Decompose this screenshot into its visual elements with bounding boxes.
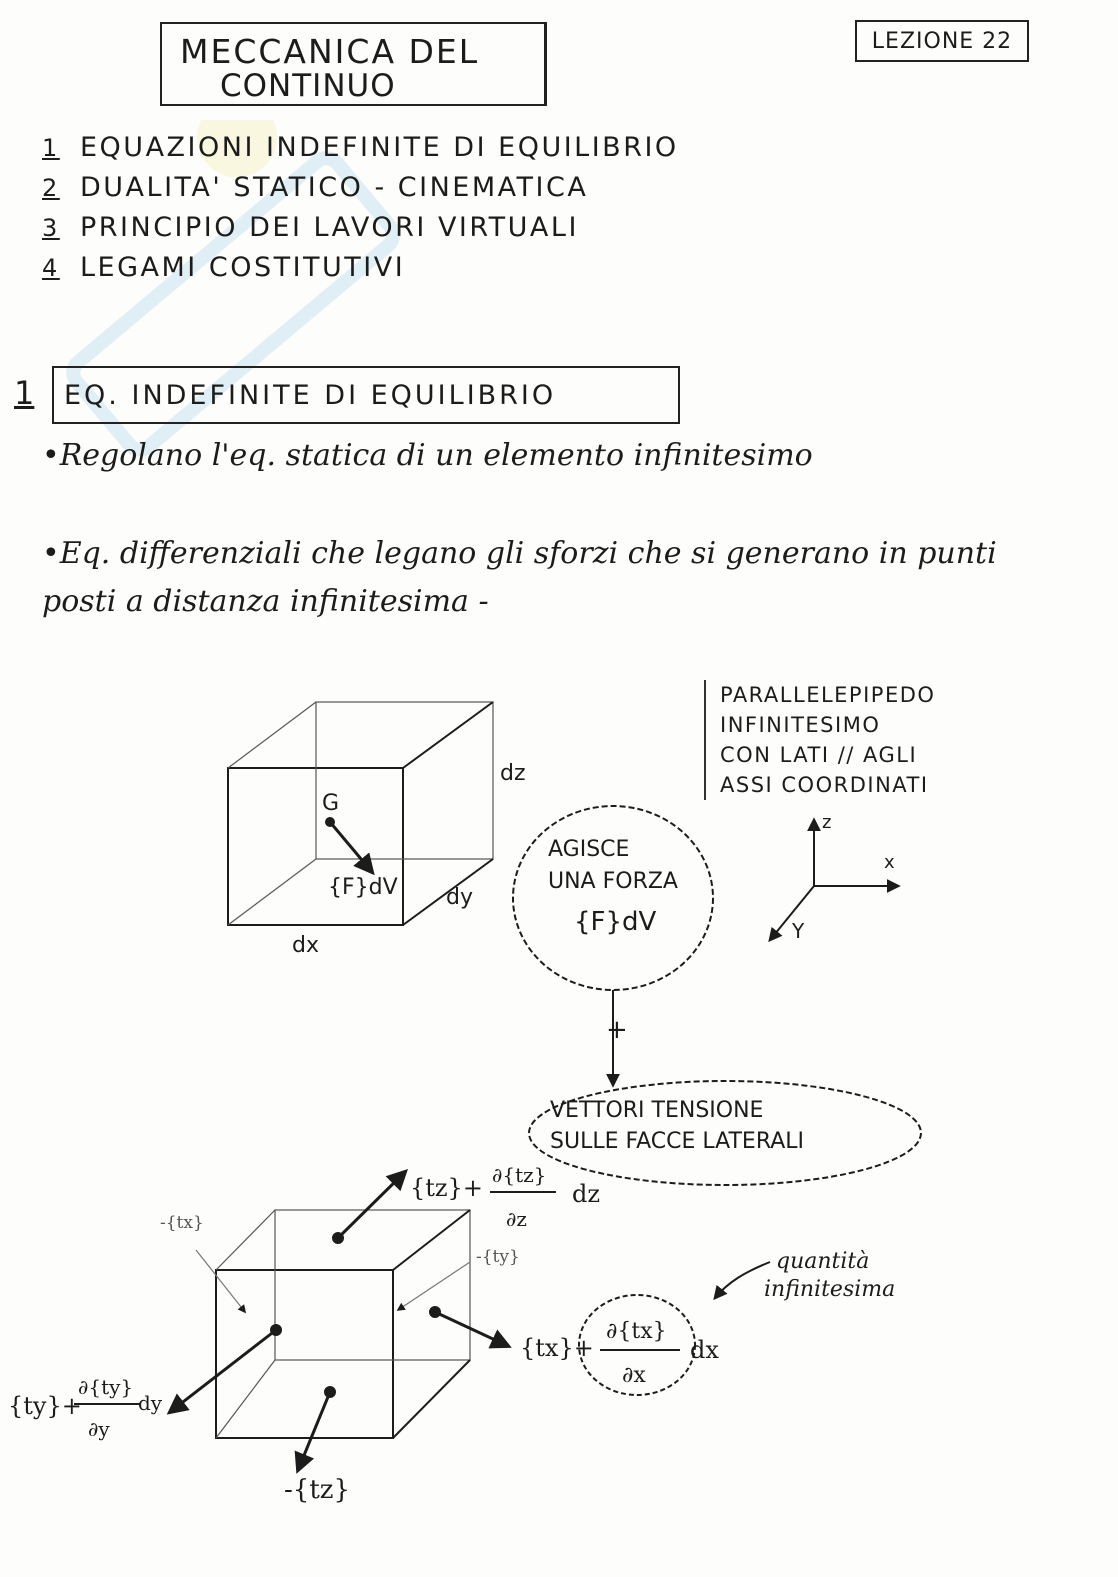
tx-plus-label: {tx}+ [520, 1334, 594, 1362]
face-point [333, 1233, 343, 1243]
title-line-2: CONTINUO [220, 68, 396, 104]
axis-z-label: z [822, 812, 832, 833]
lesson-label: LEZIONE 22 [855, 20, 1029, 62]
label-force: {F}dV [328, 875, 398, 900]
tx-plus-numerator: ∂{tx} [606, 1319, 667, 1344]
annotation-line: infinitesima [764, 1277, 896, 1302]
toc-number: 1 [42, 134, 60, 162]
note-line: INFINITESIMO [720, 713, 881, 737]
centroid-point [326, 818, 334, 826]
bubble1-line: {F}dV [574, 907, 657, 937]
bullet-text: •Eq. differenziali che legano gli sforzi che si generano in punti posti a distanza infinitesima - [42, 536, 997, 619]
label-G: G [322, 791, 340, 816]
bubble2-line: VETTORI TENSIONE [550, 1098, 764, 1123]
section-number: 1 [14, 374, 35, 412]
tx-plus-arrow [435, 1312, 508, 1346]
tx-plus-denominator: ∂x [622, 1363, 646, 1388]
label-dx: dx [292, 933, 319, 958]
force-arrow [330, 822, 372, 872]
bubble1-line: AGISCE [548, 837, 630, 862]
axis-x-label: x [884, 852, 895, 873]
tz-minus-arrow [298, 1392, 330, 1470]
bullet-text: •Regolano l'eq. statica di un elemento infinitesimo [42, 438, 813, 473]
ty-minus-label: -{ty} [476, 1247, 520, 1267]
tx-minus-arrow [196, 1250, 245, 1312]
label-dz: dz [500, 761, 526, 786]
tz-minus-label: -{tz} [284, 1475, 351, 1505]
tz-plus-differential: dz [572, 1180, 601, 1208]
toc-number: 4 [42, 254, 60, 282]
toc-number: 2 [42, 174, 60, 202]
tz-plus-label: {tz}+ [410, 1174, 483, 1202]
annotation-line: quantità [776, 1249, 870, 1274]
toc-label: DUALITA' STATICO - CINEMATICA [80, 172, 589, 203]
ty-plus-arrow [170, 1330, 276, 1412]
ty-plus-numerator: ∂{ty} [78, 1375, 134, 1399]
tx-plus-differential: dx [690, 1336, 719, 1364]
axis-y-label: Y [792, 919, 805, 943]
face-point [430, 1307, 440, 1317]
tx-minus-label: -{tx} [160, 1213, 204, 1233]
label-dy: dy [446, 885, 473, 910]
note-line: CON LATI // AGLI [720, 743, 918, 767]
ty-plus-denominator: ∂y [88, 1417, 110, 1441]
note-line: ASSI COORDINATI [720, 773, 929, 797]
section-title: EQ. INDEFINITE DI EQUILIBRIO [52, 366, 680, 424]
tz-plus-arrow [338, 1172, 405, 1238]
face-point [271, 1325, 281, 1335]
cube-stress [216, 1210, 470, 1438]
toc-label: LEGAMI COSTITUTIVI [80, 252, 406, 283]
bubble2-line: SULLE FACCE LATERALI [550, 1129, 805, 1154]
title-line-1: MECCANICA DEL [180, 32, 480, 71]
bubble-force [513, 806, 713, 990]
ty-plus-label: {ty}+ [8, 1392, 82, 1420]
toc-number: 3 [42, 214, 60, 242]
ty-plus-differential: dy [138, 1391, 163, 1415]
note-line: PARALLELEPIPEDO [720, 683, 936, 707]
plus-sign: + [606, 1015, 628, 1045]
tz-plus-numerator: ∂{tz} [492, 1163, 547, 1187]
toc-label: EQUAZIONI INDEFINITE DI EQUILIBRIO [80, 132, 679, 163]
coordinate-axes [770, 820, 898, 940]
toc-label: PRINCIPIO DEI LAVORI VIRTUALI [80, 212, 579, 243]
bubble1-line: UNA FORZA [548, 869, 678, 894]
tz-plus-denominator: ∂z [506, 1207, 527, 1231]
face-point [325, 1387, 335, 1397]
ty-minus-arrow [398, 1262, 470, 1310]
annotation-arrow [715, 1262, 770, 1298]
